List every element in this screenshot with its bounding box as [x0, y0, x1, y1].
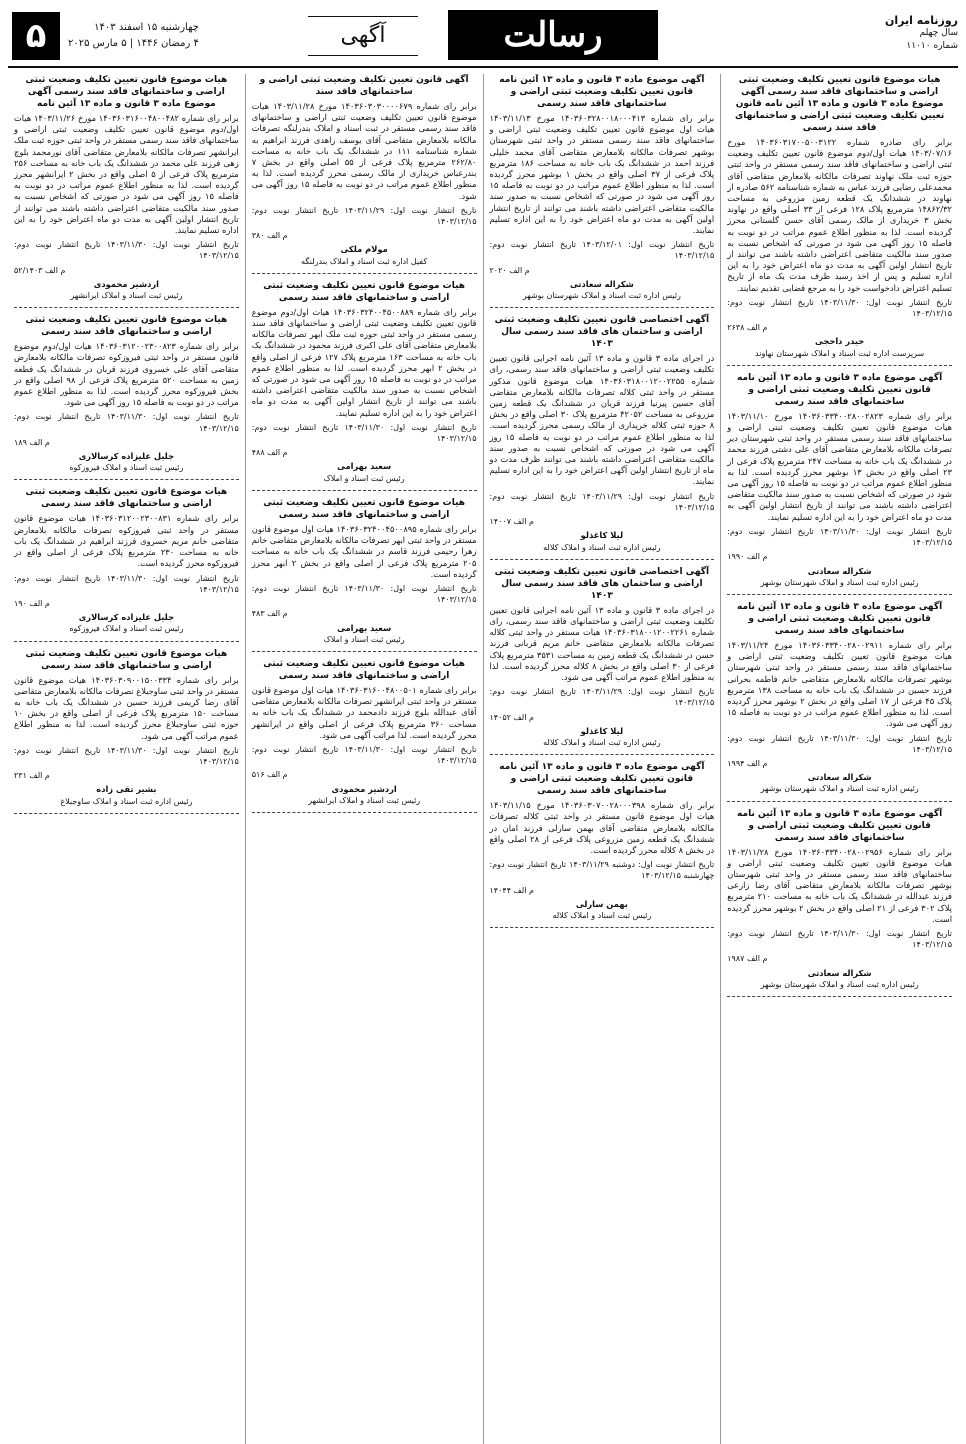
- paper-logo: رسالت: [448, 10, 658, 60]
- notice-office: کفیل اداره ثبت اسناد و املاک بندرلنگه: [301, 256, 428, 266]
- notice-title: هیات موضوع قانون تعیین تکلیف وضعیت ثبتی اراضی و ساختمانهای فاقد سند رسمی: [263, 658, 466, 681]
- column-1: [720, 74, 958, 1444]
- column-2: [483, 74, 721, 1444]
- notice-body: برابر رای شماره ۱۴۰۳۶۰۳۰۹۰۰۱۵۰۰۳۳۴ هیات موضوع قانون مستقر در واحد ثبتی ساوجبلاغ تصرفات مالکانه بلامعارض متقاضی آقای رضا کریمی فرزند حسین در ششدانگ یک باب خانه به مساحت ۱۵۰ مترمربع پلاک فرعی از اصلی واقع در بخش ۱۰ حوزه ثبتی ساوجبلاغ محرز گردیده است. لذا به منظور اطلاع عموم مراتب آگهی می شود.: [14, 674, 239, 741]
- date-other: ۴ رمضان ۱۴۴۶ | ۵ مارس ۲۰۲۵: [68, 38, 199, 49]
- notice-office: رئیس ثبت اسناد و املاک کلاله: [552, 910, 652, 920]
- ad-columns: [8, 74, 958, 1444]
- notice-office: رئیس ثبت اسناد و املاک: [323, 473, 405, 483]
- notice-signer: بهمن سارلی: [575, 898, 628, 909]
- notice-dates: تاریخ انتشار نوبت اول: ۱۴۰۳/۱۱/۳۰ تاریخ انتشار نوبت دوم: ۱۴۰۳/۱۲/۱۵: [251, 583, 477, 605]
- legal-notice: [727, 601, 952, 802]
- notice-code: م الف ۱۸۹: [14, 437, 50, 447]
- notice-body: برابر رای شماره ۱۴۰۳۶۰۳۲۴۰۰۴۵۰۰۸۹۵ هیات اول موضوع قانون مستقر در واحد ثبتی ابهر تصرفات مالکانه بلامعارض متقاضی خانم زهرا رحیمی فرزند قاسم در ششدانگ یک باب خانه به مساحت ۲۰۵ مترمربع پلاک فرعی از اصلی واقع در بخش ۲ ابهر محرز گردیده است.: [251, 523, 477, 579]
- section-title: آگهی: [308, 16, 418, 56]
- notice-code: م الف ۴۸۳: [251, 609, 288, 619]
- legal-notice: [14, 314, 239, 480]
- legal-notice: [727, 808, 952, 997]
- notice-title: آگهی اختصاصی قانون تعیین تکلیف وضعیت ثبتی اراضی و ساختمان های فاقد سند رسمی سال ۱۴۰۳: [494, 315, 710, 350]
- legal-notice: [14, 486, 239, 641]
- notice-code: م الف ۳۸۰: [251, 231, 288, 241]
- notice-signer: بشیر تقی زاده: [96, 784, 157, 795]
- legal-notice: [252, 497, 477, 652]
- notice-signer: جلیل علیزاده کرسالاری: [78, 612, 175, 623]
- notice-title: آگهی قانون تعیین تکلیف وضعیت ثبتی اراضی و ساختمانهای فاقد سند: [259, 75, 469, 97]
- notice-office: سرپرست اداره ثبت اسناد و املاک شهرستان نهاوند: [755, 348, 925, 358]
- legal-notice: [252, 74, 477, 274]
- notice-dates: تاریخ انتشار نوبت اول: ۱۴۰۳/۱۱/۳۰ تاریخ انتشار نوبت دوم: ۱۴۰۳/۱۲/۱۵: [251, 422, 477, 444]
- notice-signer: شکراله سعادتی: [570, 278, 634, 289]
- notice-code: م الف ۵۱۶: [251, 770, 288, 780]
- notice-title: هیات موضوع قانون تعیین تکلیف وضعیت ثبتی اراضی و ساختمانهای فاقد سند رسمی آگهی موضوع ماده ۳ قانون و ماده ۱۳ آئین نامه قانون تعیین تکلیف وضعیت ثبتی اراضی و ساختمانهای فاقد سند رسمی: [734, 75, 945, 133]
- notice-office: رئیس اداره ثبت اسناد و املاک کلاله: [543, 542, 661, 552]
- notice-dates: تاریخ انتشار نوبت اول: ۱۴۰۳/۱۲/۰۱ تاریخ انتشار نوبت دوم: ۱۴۰۳/۱۲/۱۵: [489, 240, 715, 261]
- notice-signer: مولام ملکی: [340, 244, 388, 255]
- notice-signer: شکراله سعادتی: [807, 967, 872, 978]
- notice-office: رئیس اداره ثبت اسناد و املاک شهرستان بوشهر: [760, 979, 919, 989]
- legal-notice: [727, 372, 952, 595]
- notice-title: آگهی موضوع ماده ۳ قانون و ماده ۱۳ آئین نامه قانون تعیین تکلیف وضعیت ثبتی اراضی و ساختمانهای فاقد سند رسمی: [737, 372, 943, 407]
- column-4: [8, 74, 245, 1444]
- notice-dates: تاریخ انتشار نوبت اول: ۱۴۰۳/۱۱/۳۰ تاریخ انتشار نوبت دوم: ۱۴۰۳/۱۲/۱۵: [727, 526, 952, 548]
- notice-code: م الف ۲۶۳۸: [727, 323, 768, 333]
- notice-title: آگهی موضوع ماده ۳ قانون و ماده ۱۳ آئین نامه قانون تعیین تکلیف وضعیت ثبتی اراضی و ساختمانهای فاقد سند رسمی: [499, 75, 705, 109]
- notice-body: برابر رای شماره ۱۴۰۳۶۰۳۰۳۰۰۰۰۶۷۹ مورخ ۱۴۰۳/۱۱/۲۸ هیات موضوع قانون تعیین تکلیف وضعیت ثبتی اراضی و ساختمانهای فاقد سند رسمی مستقر در ثبت اسناد و املاک بندرلنگه تصرفات مالکانه بلامعارض متقاضی آقای یوسف زاهدی فرزند ابراهیم به شماره شناسنامه ۱۱۱ در ششدانگ یک باب خانه به مساحت ۲۶۲/۸۰ مترمربع پلاک فرعی از ۵۵ اصلی واقع در بخش ۷ بندرعباس خریداری از مالک رسمی محرز گردیده است. لذا به منظور اطلاع عموم مراتب در دو نوبت به فاصله ۱۵ روز آگهی می شود.: [251, 101, 477, 201]
- notice-dates: تاریخ انتشار نوبت اول: ۱۴۰۳/۱۱/۳۰ تاریخ انتشار نوبت دوم: ۱۴۰۳/۱۲/۱۵: [14, 573, 239, 594]
- notice-code: م الف ۲۳۱: [14, 771, 50, 781]
- year-line: سال چهلم: [919, 28, 958, 38]
- legal-notice: [252, 658, 477, 813]
- notice-body: در اجرای ماده ۳ قانون و ماده ۱۳ آئین نامه اجرایی قانون تعیین تکلیف وضعیت ثبتی اراضی و ساختمانهای فاقد سند رسمی، رای شماره ۱۴۰۳۶۰۳۱۸۰۰۱۲۰۰۲۲۶۱ هیات مستقر در واحد ثبتی کلاله تصرفات مالکانه بلامعارض متقاضی خانم مریم قربانی فرزند حسن در ششدانگ یک قطعه زمین به مساحت ۳۵۳۱ مترمربع پلاک فرعی از ۳۰ اصلی واقع در بخش ۸ کلاله محرز گردیده است. لذا به منظور اطلاع عموم مراتب آگهی می شود.: [489, 604, 715, 682]
- notice-body: برابر رای شماره ۱۴۰۳۶۰۳۳۴۰۰۲۸۰۰۲۹۱۱ مورخ ۱۴۰۳/۱۱/۲۴ هیات موضوع قانون تعیین تکلیف وضعیت ثبتی اراضی و ساختمانهای فاقد سند رسمی مستقر در واحد ثبتی شهرستان بوشهر تصرفات مالکانه بلامعارض متقاضی خانم فاطمه بحرانی فرزند حسین در ششدانگ یک باب خانه به مساحت ۱۳۸ مترمربع پلاک ۴۵ فرعی از ۱۷ اصلی واقع در بخش ۲ بوشهر محرز گردیده است. لذا به منظور اطلاع عموم مراتب در دو نوبت به فاصله ۱۵ روز آگهی می شود.: [727, 639, 952, 729]
- notice-signer: اردشیر محمودی: [331, 783, 397, 794]
- notice-signer: حیدر داحجی: [814, 336, 865, 347]
- issue-info: [848, 14, 958, 53]
- notice-signer: لیلا کاغذلو: [580, 530, 624, 541]
- notice-code: م الف ۱۹۹۰: [727, 552, 768, 562]
- notice-body: برابر رای شماره ۱۴۰۳۶۰۳۱۶۰۰۴۸۰۰۴۸۲ مورخ ۱۴۰۳/۱۱/۲۶ هیات اول/دوم موضوع قانون تعیین تکلیف وضعیت ثبتی اراضی و ساختمانهای فاقد سند رسمی مستقر در واحد ثبتی حوزه ثبت ملک ایرانشهر تصرفات مالکانه بلامعارض متقاضی آقای نورمحمد بلوچ زهی فرزند علی محمد در ششدانگ یک باب خانه به مساحت ۲۵۶ مترمربع پلاک فرعی از ۵ اصلی واقع در بخش ۲ ایرانشهر محرز گردیده است. لذا به منظور اطلاع عموم مراتب در دو نوبت به فاصله ۱۵ روز آگهی می شود در صورتی که اشخاص نسبت به صدور سند مالکیت متقاضی اعتراضی داشته باشند می توانند از تاریخ انتشار اولین آگهی به مدت دو ماه اعتراض خود را به این اداره تسلیم نمایند.: [14, 113, 239, 236]
- notice-body: برابر رای شماره ۱۴۰۳۶۰۳۲۸۰۰۱۸۰۰۰۴۱۳ مورخ ۱۴۰۳/۱۱/۱۳ هیات اول موضوع قانون تعیین تکلیف وضعیت ثبتی اراضی و ساختمانهای فاقد سند رسمی مستقر در واحد ثبتی شهرستان بوشهر تصرفات مالکانه بلامعارض متقاضی آقای محمد خلیلی فرزند احمد در ششدانگ یک باب خانه به مساحت ۱۸۶ مترمربع پلاک فرعی از ۳۷ اصلی واقع در بخش ۱ بوشهر محرز گردیده است. لذا به منظور اطلاع عموم مراتب در دو نوبت به فاصله ۱۵ روز آگهی می شود در صورتی که اشخاص نسبت به صدور سند مالکیت متقاضی اعتراضی داشته باشند می توانند از تاریخ انتشار اولین آگهی به مدت دو ماه اعتراض خود را به این اداره تسلیم نمایند.: [489, 113, 715, 236]
- notice-body: برابر رای شماره ۱۴۰۳۶۰۳۰۷۰۰۲۸۰۰۰۳۹۸ مورخ ۱۴۰۳/۱۱/۱۵ هیات اول موضوع قانون مستقر در واحد ثبتی کلاله تصرفات مالکانه بلامعارض متقاضی آقای بهمن سارلی فرزند امان در ششدانگ یک قطعه زمین مزروعی پلاک فرعی از ۲۸ اصلی واقع در بخش ۸ کلاله محرز گردیده است.: [489, 800, 715, 855]
- paper-tag: روزنامه ایران: [885, 14, 958, 27]
- legal-notice: [252, 280, 477, 491]
- notice-body: برابر رای شماره ۱۴۰۳۶۰۳۳۴۰۰۲۸۰۰۲۸۲۳ مورخ ۱۴۰۳/۱۱/۱۰ هیات موضوع قانون تعیین تکلیف وضعیت ثبتی اراضی و ساختمانهای فاقد سند رسمی مستقر در واحد ثبتی شهرستان دیر تصرفات مالکانه بلامعارض متقاضی آقای علی دشتی فرزند محمد در ششدانگ یک باب خانه به مساحت ۲۴۷ مترمربع پلاک فرعی از ۲۳ اصلی واقع در بخش ۱۳ بوشهر محرز گردیده است. لذا به منظور اطلاع عموم مراتب در دو نوبت به فاصله ۱۵ روز آگهی می شود در صورتی که اشخاص نسبت به صدور سند مالکیت متقاضی اعتراضی داشته باشند می توانند از تاریخ انتشار اولین آگهی به مدت دو ماه اعتراض خود را به این اداره تسلیم نمایند.: [727, 410, 952, 522]
- notice-signer: جلیل علیزاده کرسالاری: [78, 451, 175, 462]
- notice-office: رئیس اداره ثبت اسناد و املاک شهرستان بوشهر: [522, 291, 681, 301]
- notice-dates: تاریخ انتشار نوبت اول: ۱۴۰۳/۱۱/۳۰ تاریخ انتشار نوبت دوم: ۱۴۰۳/۱۲/۱۵: [14, 412, 239, 433]
- notice-dates: تاریخ انتشار نوبت اول: ۱۴۰۳/۱۱/۳۰ تاریخ انتشار نوبت دوم: ۱۴۰۳/۱۲/۱۵: [727, 297, 952, 319]
- legal-notice: [490, 74, 715, 308]
- notice-title: آگهی اختصاصی قانون تعیین تکلیف وضعیت ثبتی اراضی و ساختمان های فاقد سند رسمی سال ۱۴۰۳: [494, 566, 710, 601]
- notice-body: برابر رای شماره ۱۴۰۳۶۰۳۳۴۰۰۲۸۰۰۲۹۵۶ مورخ ۱۴۰۳/۱۱/۲۸ هیات موضوع قانون تعیین تکلیف وضعیت ثبتی اراضی و ساختمانهای فاقد سند رسمی مستقر در واحد ثبتی شهرستان بوشهر تصرفات مالکانه بلامعارض متقاضی آقای رضا زارعی فرزند عبدالله در ششدانگ یک باب خانه به مساحت ۲۱۰ مترمربع پلاک ۳۰۲ فرعی از ۲۱ اصلی واقع در بخش ۲ بوشهر محرز گردیده است.: [727, 846, 952, 924]
- legal-notice: [727, 74, 952, 366]
- notice-title: آگهی موضوع ماده ۳ قانون و ماده ۱۳ آئین نامه قانون تعیین تکلیف وضعیت ثبتی اراضی و ساختمانهای فاقد سند رسمی: [499, 762, 705, 797]
- notice-office: رئیس ثبت اسناد و املاک: [323, 634, 405, 644]
- notice-title: هیات موضوع قانون تعیین تکلیف وضعیت ثبتی اراضی و ساختمانهای فاقد سند رسمی: [25, 648, 228, 671]
- notice-code: م الف ۱۹۹۴: [727, 758, 768, 768]
- column-3: [245, 74, 483, 1444]
- notice-dates: تاریخ انتشار نوبت اول: ۱۴۰۳/۱۱/۳۰ تاریخ انتشار نوبت دوم: ۱۴۰۳/۱۲/۱۵: [727, 733, 952, 754]
- notice-code: م الف ۵۲/۱۴۰۳: [14, 265, 66, 275]
- legal-notice: [490, 314, 715, 559]
- notice-title: هیات موضوع قانون تعیین تکلیف وضعیت ثبتی اراضی و ساختمانهای فاقد سند رسمی: [263, 280, 466, 303]
- notice-code: م الف ۲۰۲۰: [489, 265, 530, 275]
- notice-title: هیات موضوع قانون تعیین تکلیف وضعیت ثبتی اراضی و ساختمانهای فاقد سند رسمی: [263, 497, 466, 520]
- notice-code: م الف ۱۹۰: [14, 598, 50, 608]
- page-number: ۵: [12, 12, 60, 60]
- notice-body: برابر رای شماره ۱۴۰۳۶۰۳۱۶۰۰۴۸۰۰۵۰۱ هیات اول موضوع قانون مستقر در واحد ثبتی ایرانشهر تصرفات مالکانه بلامعارض متقاضی آقای عبدالله بلوچ فرزند دادمحمد در ششدانگ یک باب خانه به مساحت ۳۶۰ مترمربع پلاک فرعی از اصلی واقع در ایرانشهر محرز گردیده است. لذا مراتب آگهی می شود.: [251, 684, 477, 740]
- notice-code: م الف ۱۹۸۷: [727, 954, 768, 964]
- notice-body: برابر رای شماره ۱۴۰۳۶۰۳۲۴۰۰۴۵۰۰۸۸۹ هیات اول/دوم موضوع قانون تعیین تکلیف وضعیت ثبتی اراضی و ساختمانهای فاقد سند رسمی مستقر در واحد ثبتی حوزه ثبت ملک ابهر تصرفات مالکانه بلامعارض متقاضی آقای علی اکبری فرزند محمود در ششدانگ یک باب خانه به مساحت ۱۶۳ مترمربع پلاک ۱۲۷ فرعی از اصلی واقع در بخش ۲ ابهر محرز گردیده است. لذا به منظور اطلاع عموم مراتب در دو نوبت به فاصله ۱۵ روز آگهی می شود در صورتی که اشخاص نسبت به صدور سند مالکیت متقاضی اعتراضی داشته باشند می توانند از تاریخ انتشار اولین آگهی به مدت دو ماه اعتراض خود را به این اداره تسلیم نمایند.: [251, 306, 477, 418]
- notice-dates: تاریخ انتشار نوبت اول: ۱۴۰۳/۱۱/۳۰ تاریخ انتشار نوبت دوم: ۱۴۰۳/۱۲/۱۵: [14, 240, 239, 261]
- legal-notice: [490, 761, 715, 928]
- notice-dates: تاریخ انتشار نوبت اول: ۱۴۰۳/۱۱/۲۹ تاریخ انتشار نوبت دوم: ۱۴۰۳/۱۲/۱۵: [489, 491, 715, 512]
- date-persian: چهارشنبه ۱۵ اسفند ۱۴۰۳: [94, 22, 199, 33]
- notice-office: رئیس ثبت اسناد و املاک فیروزکوه: [69, 463, 184, 473]
- notice-code: م الف ۱۴۰۴۴: [489, 885, 534, 895]
- notice-signer: شکراله سعادتی: [807, 565, 872, 576]
- notice-office: رئیس اداره ثبت اسناد و املاک شهرستان بوشهر: [760, 577, 919, 587]
- notice-office: رئیس اداره ثبت اسناد و املاک شهرستان بوشهر: [760, 784, 919, 794]
- notice-title: هیات موضوع قانون تعیین تکلیف وضعیت ثبتی اراضی و ساختمانهای فاقد سند رسمی: [25, 315, 228, 338]
- masthead: [8, 8, 958, 68]
- notice-body: برابر رای صادره شماره ۱۴۰۳۶۰۳۱۷۰۰۵۰۰۳۱۲۲ مورخ ۱۴۰۳/۰۷/۱۶ هیات اول/دوم موضوع قانون تعیین تکلیف وضعیت ثبتی اراضی و ساختمانهای فاقد سند رسمی مستقر در واحد ثبتی حوزه ثبت ملک نهاوند تصرفات مالکانه بلامعارض متقاضی آقای محمدعلی رضایی فرزند عباس به شماره شناسنامه ۵۶۲ صادره از نهاوند در ششدانگ یک قطعه زمین مزروعی به مساحت ۱۴۸۶۲/۳۲ مترمربع پلاک ۱۲۸ فرعی از ۳۳ اصلی واقع در نهاوند بخش ۳ خریداری از مالک رسمی آقای حسن گلستانی محرز گردیده است. لذا به منظور اطلاع عموم مراتب در دو نوبت به فاصله ۱۵ روز آگهی می شود در صورتی که اشخاص نسبت به صدور سند مالکیت متقاضی اعتراضی داشته باشند می توانند از تاریخ انتشار اولین آگهی به مدت دو ماه اعتراض خود را به این اداره تسلیم و پس از اخذ رسید ظرف مدت یک ماه از تاریخ تسلیم اعتراض دادخواست خود را به مرجع قضایی تقدیم نمایند.: [727, 137, 953, 293]
- notice-dates: تاریخ انتشار نوبت اول: ۱۴۰۳/۱۱/۳۰ تاریخ انتشار نوبت دوم: ۱۴۰۳/۱۲/۱۵: [727, 928, 952, 950]
- notice-office: رئیس ثبت اسناد و املاک فیروزکوه: [69, 624, 184, 634]
- notice-body: برابر رای شماره ۱۴۰۳۶۰۳۱۲۰۰۲۳۰۰۸۲۳ هیات اول/دوم موضوع قانون مستقر در واحد ثبتی فیروزکوه تصرفات مالکانه بلامعارض متقاضی آقای علی خسروی فرزند قربان در ششدانگ یک قطعه زمین به مساحت ۵۲۰ مترمربع پلاک فرعی از ۹۸ اصلی واقع در بخش فیروزکوه محرز گردیده است. لذا به منظور اطلاع عموم مراتب در دو نوبت به فاصله ۱۵ روز آگهی می شود.: [14, 341, 239, 408]
- notice-code: م الف ۴۸۸: [251, 448, 288, 458]
- notice-signer: سعید بهرامی: [337, 461, 392, 472]
- notice-dates: تاریخ انتشار نوبت اول: ۱۴۰۳/۱۱/۲۹ تاریخ انتشار نوبت دوم: ۱۴۰۳/۱۲/۱۵: [489, 687, 715, 708]
- notice-signer: اردشیر محمودی: [93, 278, 159, 289]
- date-block: [68, 20, 199, 52]
- notice-office: رئیس ثبت اسناد و املاک ایرانشهر: [308, 795, 421, 805]
- notice-dates: تاریخ انتشار نوبت اول: ۱۴۰۳/۱۱/۲۹ تاریخ انتشار نوبت دوم: ۱۴۰۳/۱۲/۱۵: [251, 205, 477, 227]
- notice-title: آگهی موضوع ماده ۳ قانون و ماده ۱۳ آئین نامه قانون تعیین تکلیف وضعیت ثبتی اراضی و ساختمانهای فاقد سند رسمی: [737, 601, 943, 636]
- notice-title: هیات موضوع قانون تعیین تکلیف وضعیت ثبتی اراضی و ساختمانهای فاقد سند رسمی: [25, 487, 228, 510]
- notice-signer: لیلا کاغذلو: [580, 725, 624, 736]
- notice-dates: تاریخ انتشار نوبت اول: ۱۴۰۳/۱۱/۳۰ تاریخ انتشار نوبت دوم: ۱۴۰۳/۱۲/۱۵: [251, 744, 477, 766]
- notice-signer: سعید بهرامی: [337, 622, 392, 633]
- notice-dates: تاریخ انتشار نوبت اول: ۱۴۰۳/۱۱/۳۰ تاریخ انتشار نوبت دوم: ۱۴۰۳/۱۲/۱۵: [14, 745, 239, 766]
- notice-body: برابر رای شماره ۱۴۰۳۶۰۳۱۲۰۰۲۳۰۰۸۳۱ هیات موضوع قانون مستقر در واحد ثبتی فیروزکوه تصرفات مالکانه بلامعارض متقاضی خانم مریم خسروی فرزند ابراهیم در ششدانگ یک باب خانه به مساحت ۲۳۰ مترمربع پلاک فرعی از اصلی واقع در فیروزکوه محرز گردیده است.: [14, 513, 239, 569]
- notice-code: م الف ۱۴۰۵۲: [489, 712, 534, 722]
- notice-office: رئیس اداره ثبت اسناد و املاک ساوجبلاغ: [60, 796, 193, 806]
- notice-office: رئیس ثبت اسناد و املاک ایرانشهر: [70, 291, 183, 301]
- notice-title: آگهی موضوع ماده ۳ قانون و ماده ۱۳ آئین نامه قانون تعیین تکلیف وضعیت ثبتی اراضی و ساختمانهای فاقد سند رسمی: [737, 808, 943, 843]
- legal-notice: [490, 566, 715, 755]
- notice-dates: تاریخ انتشار نوبت اول: دوشنبه ۱۴۰۳/۱۱/۲۹ تاریخ انتشار نوبت دوم: چهارشنبه ۱۴۰۳/۱۲/۱۵: [489, 860, 715, 881]
- notice-signer: شکراله سعادتی: [807, 772, 872, 783]
- notice-title: هیات موضوع قانون تعیین تکلیف وضعیت ثبتی اراضی و ساختمانهای فاقد سند رسمی آگهی موضوع ماده ۳ قانون و ماده ۱۳ آئین نامه: [25, 75, 228, 109]
- legal-notice: [14, 648, 239, 814]
- issue-line: شماره ۱۱۰۱۰: [906, 41, 958, 51]
- notice-body: در اجرای ماده ۳ قانون و ماده ۱۳ آئین نامه اجرایی قانون تعیین تکلیف وضعیت ثبتی اراضی و ساختمانهای فاقد سند رسمی، رای شماره ۱۴۰۳۶۰۳۱۸۰۰۱۲۰۰۲۲۵۵ هیات موضوع قانون مذکور مستقر در واحد ثبتی کلاله تصرفات مالکانه بلامعارض متقاضی آقای حسین پیرنیا فرزند قربان در ششدانگ یک قطعه زمین مزروعی به مساحت ۴۲۰۵۲ مترمربع پلاک ۳۰ اصلی واقع در بخش ۸ حوزه ثبتی کلاله خریداری از مالک رسمی محرز گردیده است. لذا به منظور اطلاع عموم مراتب در دو نوبت به فاصله ۱۵ روز آگهی می شود در صورتی که اشخاص نسبت به صدور سند مالکیت متقاضی اعتراضی داشته باشند می توانند ظرف مدت دو ماه از تاریخ انتشار اولین آگهی اعتراض خود را به این اداره تسلیم نمایند.: [489, 353, 715, 487]
- notice-code: م الف ۱۴۰۰۷: [489, 517, 534, 527]
- notice-office: رئیس اداره ثبت اسناد و املاک کلاله: [543, 737, 661, 747]
- legal-notice: [14, 74, 239, 308]
